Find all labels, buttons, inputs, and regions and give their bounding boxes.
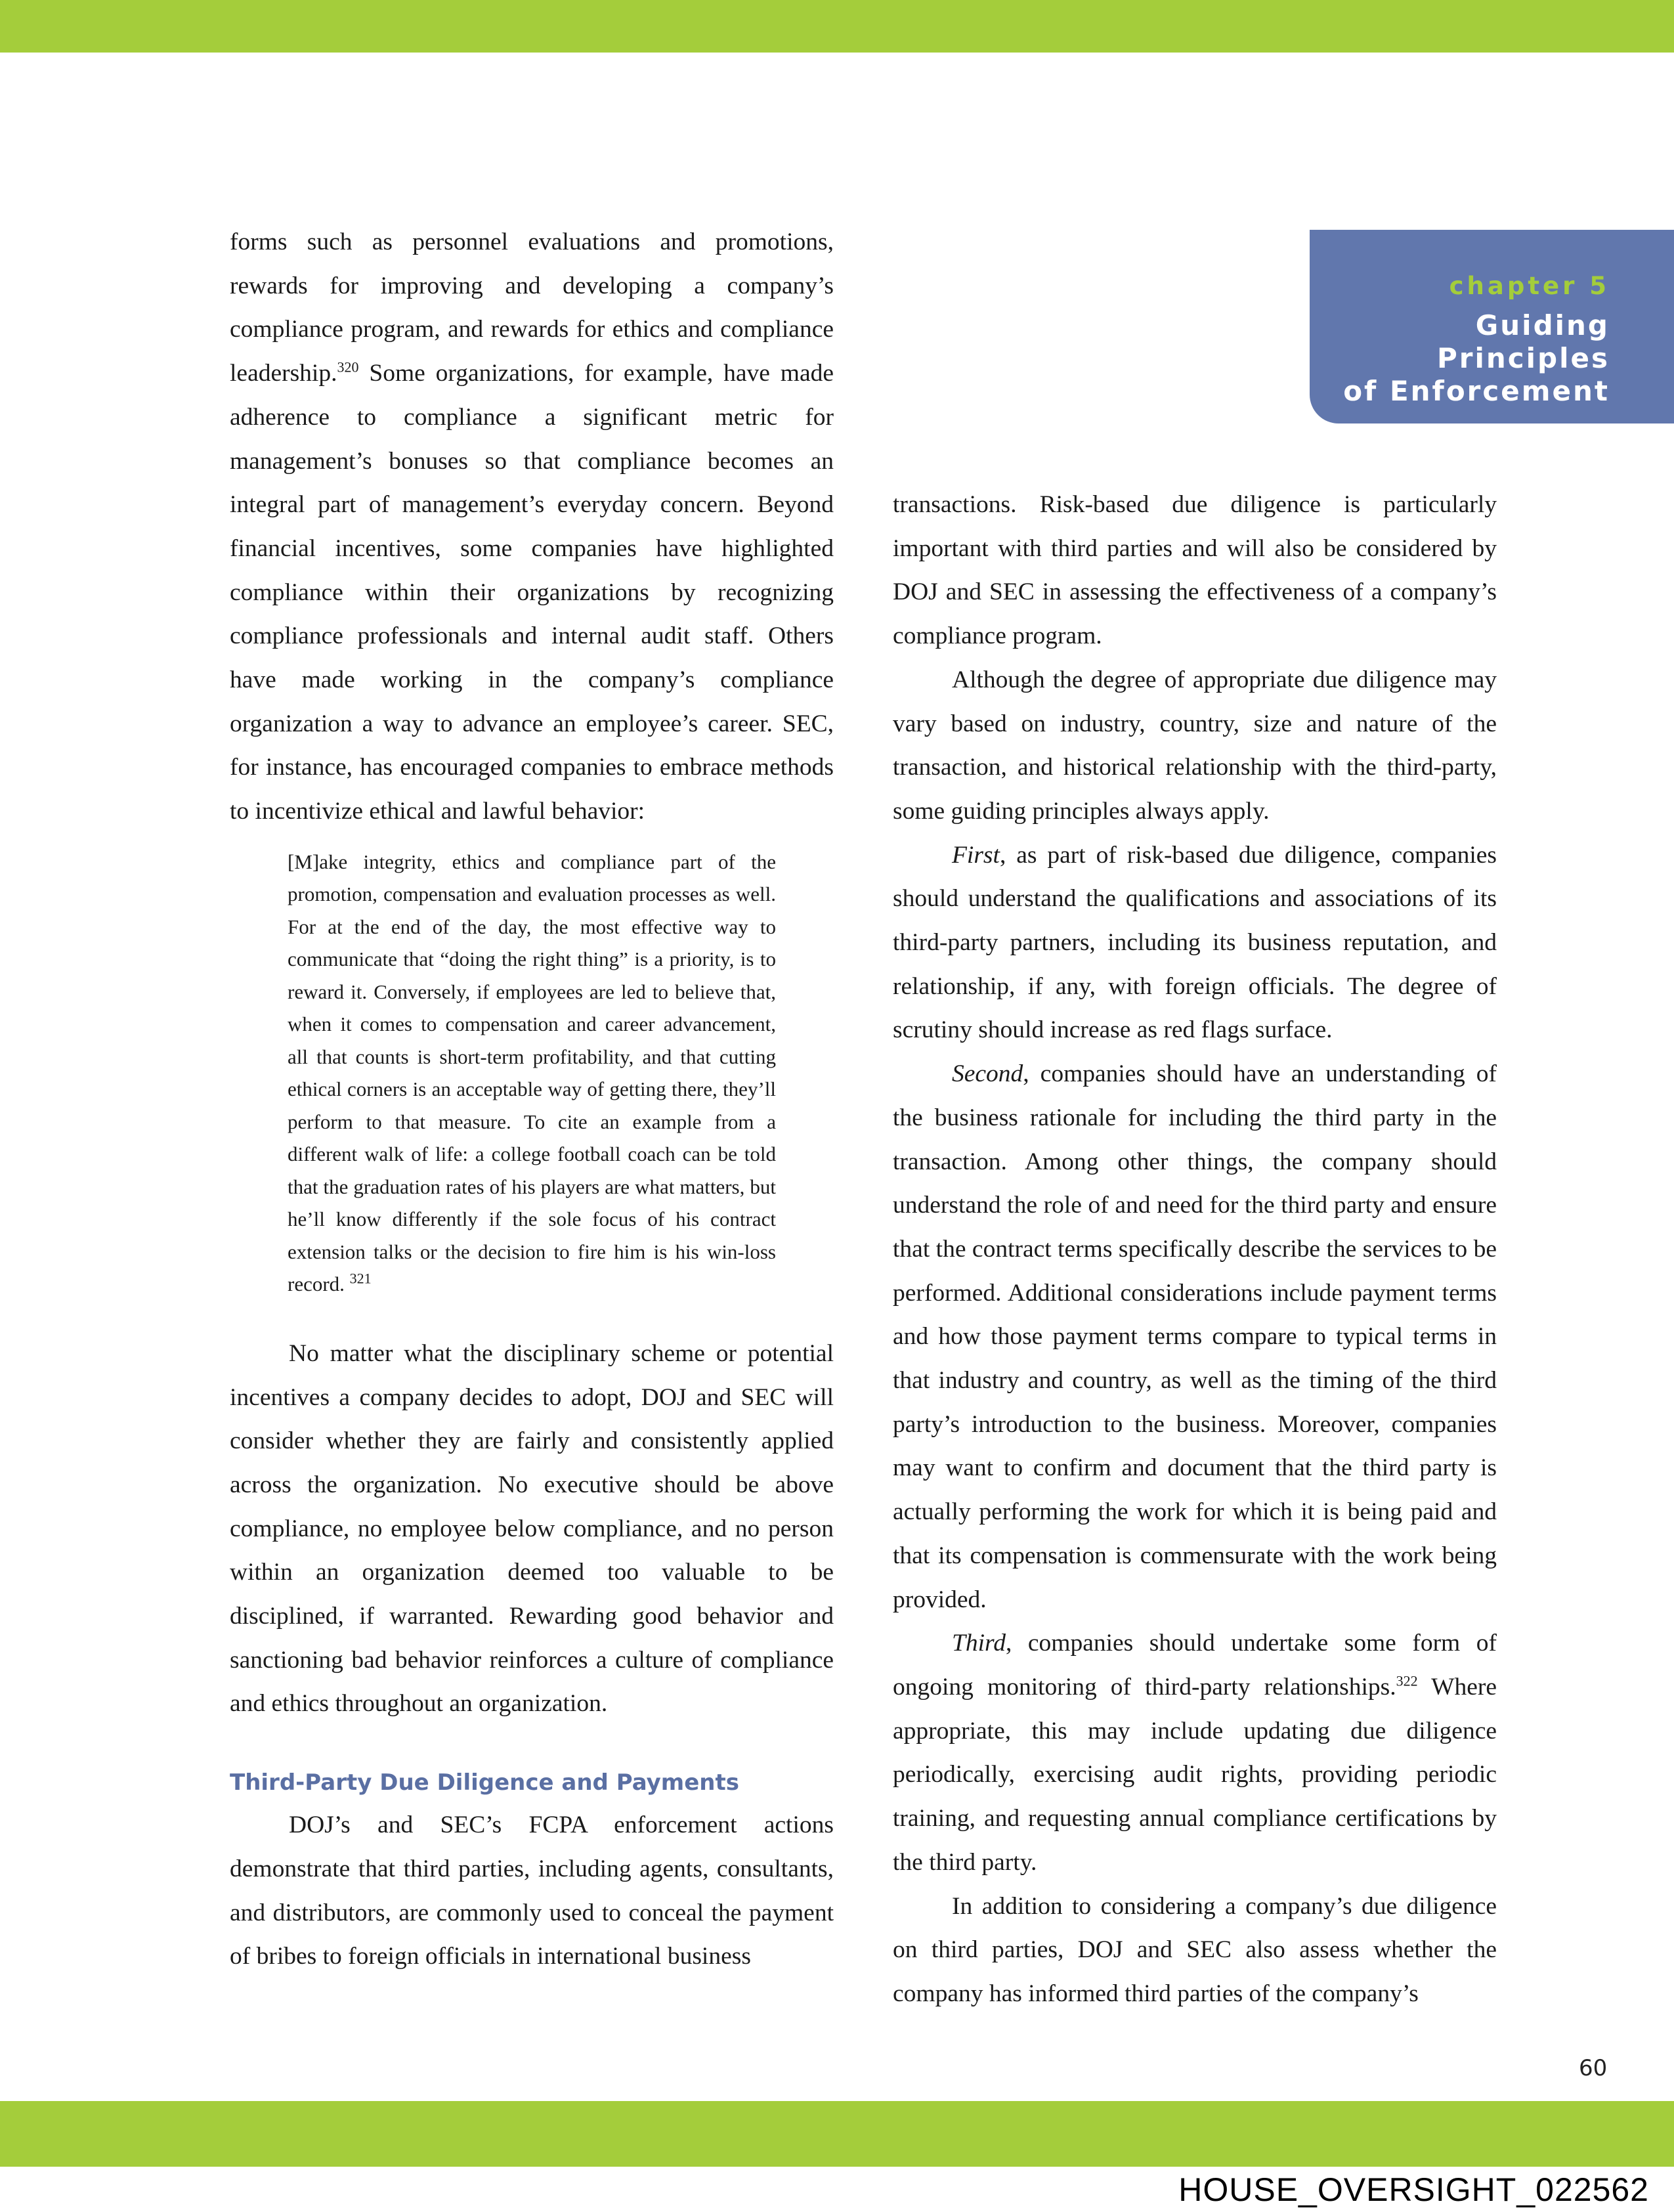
paragraph-text: , as part of risk-based due diligence, companies should understand the qualifications and associations of its third-party partners, including its business reputation, and relationship, if any, with foreign officials. The degree of scrutiny should increase as red flags surface. bbox=[893, 841, 1497, 1044]
footnote-ref[interactable]: 321 bbox=[349, 1270, 372, 1288]
right-column bbox=[893, 483, 1497, 2016]
lead-word: Third bbox=[952, 1630, 1006, 1657]
footnote-ref[interactable]: 320 bbox=[337, 358, 359, 376]
paragraph-text: Some organizations, for example, have made adherence to compliance a significant metric for management’s bonuses so that compliance becomes an integral part of management’s everyday concern. Beyond financial incentives, some companies have highlighted compliance within their organizations by recognizing compliance professionals and internal audit staff. Others have made working in the company’s compliance organization a way to advance an employee’s career. SEC, for instance, has encouraged companies to embrace methods to incentivize ethical and lawful behavior: bbox=[230, 360, 834, 825]
bottom-accent-band bbox=[0, 2101, 1674, 2167]
page-number: 60 bbox=[1579, 2055, 1608, 2081]
quote-text: [M]ake integrity, ethics and compliance part of the promotion, compensation and evaluation processes as well. For at the end of the day, the most effective way to communicate that “doing the right thing” is a priority, is to reward it. Conversely, if employees are led to believe that, when it comes to compensation and career advancement, all that counts is short-term profitability, and that cutting ethical corners is an acceptable way of getting there, they’ll perform to that measure. To cite an example from a different walk of life: a college football coach can be told that the graduation rates of his players are what matters, but he’ll know differently if the sole focus of his contract extension talks or the decision to fire him is his win-loss record. bbox=[288, 850, 776, 1296]
left-column bbox=[230, 221, 834, 1979]
section-heading: Third-Party Due Diligence and Payments bbox=[230, 1769, 739, 1796]
paragraph-text: , companies should undertake some form of ongoing monitoring of third-party relationships. bbox=[893, 1630, 1497, 1701]
lead-word: Second bbox=[952, 1060, 1023, 1088]
paragraph: No matter what the disciplinary scheme or potential incentives a company decides to adopt, DOJ and SEC will consider whether they are fairly and consistently applied across the organization. No executive should be above compliance, no employee below compliance, and no person within an organization deemed too valuable to be disciplined, if warranted. Rewarding good behavior and sanctioning bad behavior reinforces a culture of compliance and ethics throughout an organization. bbox=[230, 1339, 834, 1718]
footnote-ref[interactable]: 322 bbox=[1396, 1672, 1418, 1689]
bates-number: HOUSE_OVERSIGHT_022562 bbox=[1178, 2171, 1649, 2208]
chapter-tab bbox=[1310, 230, 1674, 423]
block-quote bbox=[288, 846, 776, 1301]
paragraph bbox=[893, 1622, 1497, 1884]
paragraph-text: Where appropriate, this may include updating due diligence periodically, exercising audit rights, providing periodic training, and requesting annual compliance certifications by the third party. bbox=[893, 1673, 1497, 1876]
paragraph-text: forms such as personnel evaluations and promotions, rewards for improving and developing a company’s compliance program, and rewards for ethics and compliance leadership. bbox=[230, 228, 834, 387]
paragraph bbox=[893, 834, 1497, 1053]
paragraph: In addition to considering a company’s due diligence on third parties, DOJ and SEC also assess whether the company has informed third parties of the company’s bbox=[893, 1892, 1497, 2007]
top-accent-band bbox=[0, 0, 1674, 53]
lead-word: First bbox=[952, 841, 1000, 869]
chapter-title-line1: Guiding Principles bbox=[1436, 309, 1610, 374]
paragraph: Although the degree of appropriate due diligence may vary based on industry, country, size and nature of the transaction, and historical relationship with the third-party, some guiding principles always apply. bbox=[893, 666, 1497, 825]
paragraph: transactions. Risk-based due diligence is particularly important with third parties and will also be considered by DOJ and SEC in assessing the effectiveness of a company’s compliance program. bbox=[893, 491, 1497, 650]
paragraph bbox=[893, 1052, 1497, 1622]
paragraph bbox=[230, 221, 834, 834]
paragraph-text: , companies should have an understanding of the business rationale for including the third party in the transaction. Among other things, the company should understand the role of and need for the third party and ensure that the contract terms specifically describe the services to be performed. Additional considerations include payment terms and how those payment terms compare to typical terms in that industry and country, as well as the timing of the third party’s introduction to the business. Moreover, companies may want to confirm and document that the third party is actually performing the work for which it is being paid and that its compensation is commensurate with the work being provided. bbox=[893, 1060, 1497, 1613]
chapter-title bbox=[1310, 309, 1610, 408]
chapter-label: chapter 5 bbox=[1449, 272, 1610, 300]
paragraph: DOJ’s and SEC’s FCPA enforcement actions demonstrate that third parties, including agents, consultants, and distributors, are commonly used to conceal the payment of bribes to foreign officials in international business bbox=[230, 1811, 834, 1970]
chapter-title-line2: of Enforcement bbox=[1343, 375, 1610, 407]
